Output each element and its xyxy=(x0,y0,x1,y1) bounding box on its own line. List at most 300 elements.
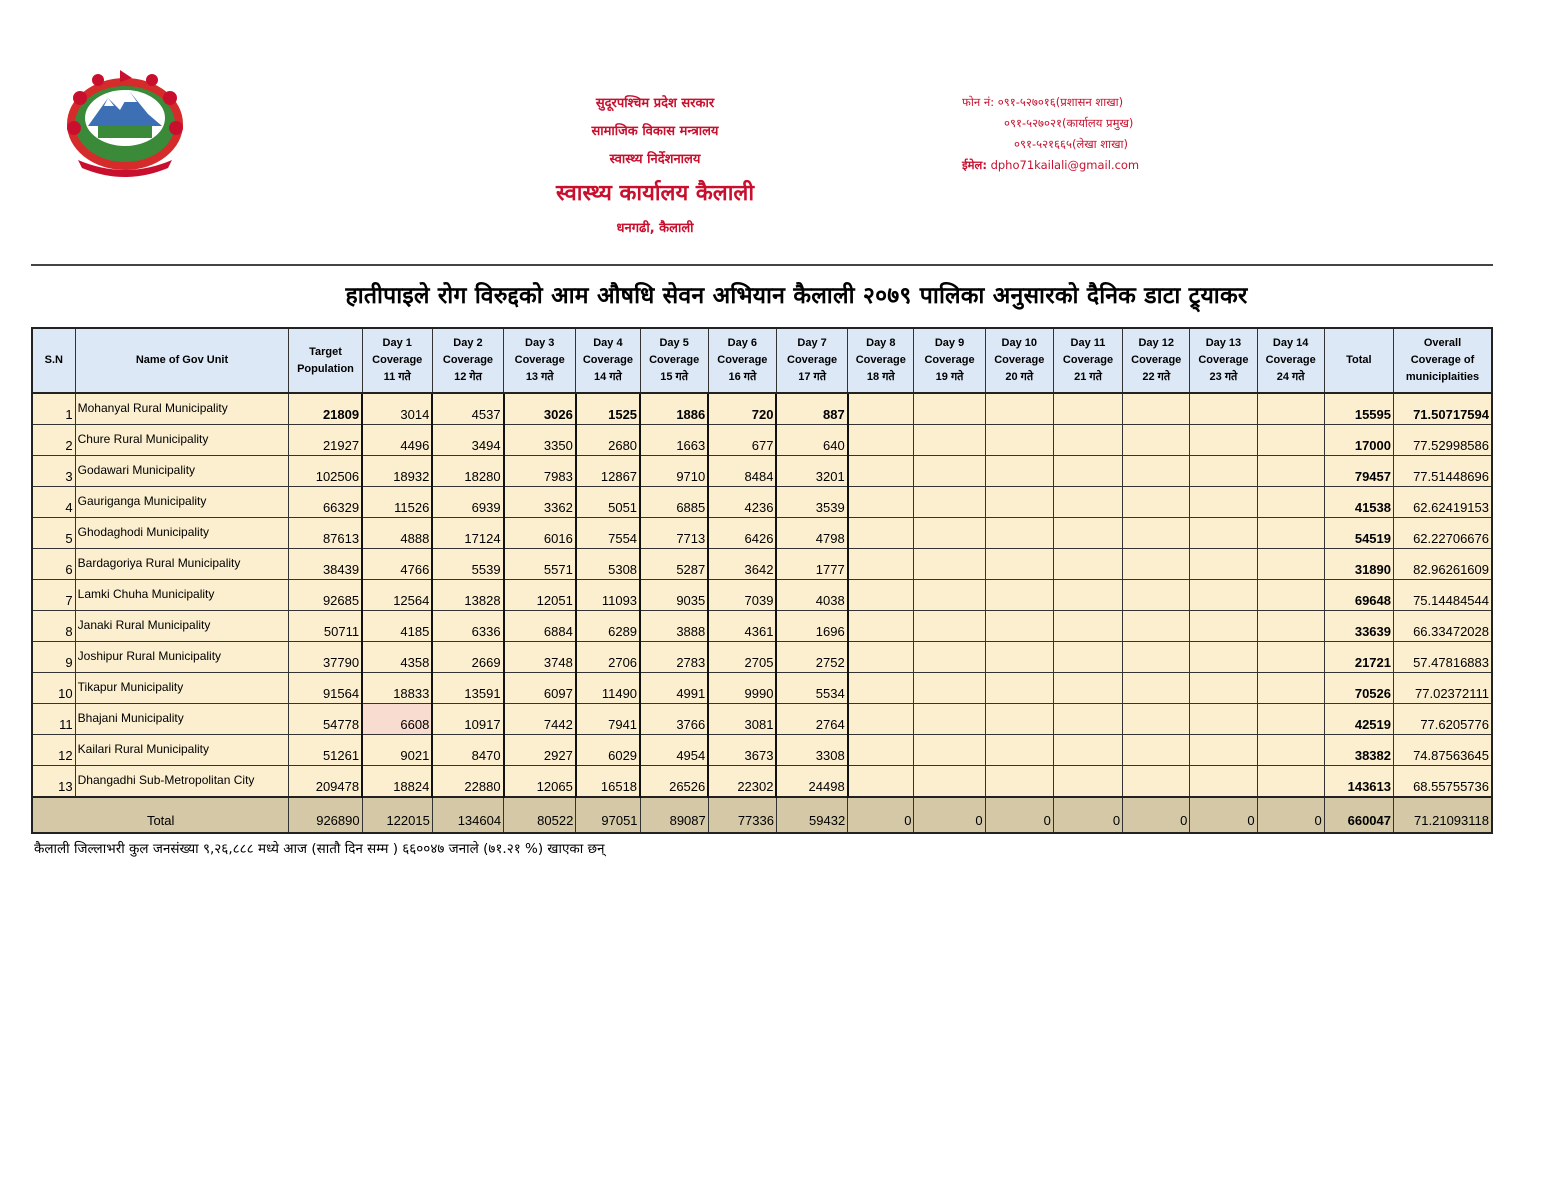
row-day-coverage xyxy=(848,704,914,735)
row-day-coverage: 4766 xyxy=(362,549,432,580)
row-day-coverage: 2927 xyxy=(504,735,576,766)
row-day-coverage xyxy=(914,425,985,456)
row-day-coverage: 677 xyxy=(708,425,776,456)
office-location: धनगढी, कैलाली xyxy=(616,221,694,236)
phone-line-2 xyxy=(962,113,1202,134)
row-day-coverage: 7713 xyxy=(640,518,708,549)
row-total: 21721 xyxy=(1324,642,1393,673)
date-label: 17 गते xyxy=(798,371,826,383)
row-day-coverage: 3014 xyxy=(362,393,432,425)
row-total: 143613 xyxy=(1324,766,1393,798)
row-day-coverage xyxy=(914,611,985,642)
totals-row xyxy=(32,797,1492,833)
row-overall-coverage: 82.96261609 xyxy=(1394,549,1493,580)
coverage-label: Coverage xyxy=(717,354,768,366)
row-day-coverage xyxy=(1053,425,1122,456)
email-address: dpho71kailali@gmail.com xyxy=(990,158,1140,172)
row-day-coverage xyxy=(985,393,1053,425)
phone-line-1 xyxy=(962,92,1202,113)
coverage-label: Coverage xyxy=(442,354,494,366)
row-day-coverage xyxy=(914,642,985,673)
row-unit-name: Mohanyal Rural Municipality xyxy=(75,393,289,425)
row-day-coverage xyxy=(1123,549,1190,580)
table-row xyxy=(32,673,1492,704)
row-day-coverage xyxy=(1123,766,1190,798)
row-day-coverage: 6939 xyxy=(432,487,503,518)
row-target-population: 38439 xyxy=(289,549,362,580)
row-overall-coverage: 71.50717594 xyxy=(1394,393,1493,425)
phone-label: फोन नं: xyxy=(962,95,995,109)
header-overall xyxy=(1394,328,1493,393)
day-label: Day 2 xyxy=(453,337,483,349)
row-day-coverage: 720 xyxy=(708,393,776,425)
row-day-coverage: 3494 xyxy=(432,425,503,456)
row-unit-name: Tikapur Municipality xyxy=(75,673,289,704)
row-day-coverage xyxy=(914,704,985,735)
ministry-line: सामाजिक विकास मन्त्रालय xyxy=(591,124,719,139)
row-target-population: 102506 xyxy=(289,456,362,487)
header-day xyxy=(848,328,914,393)
table-row xyxy=(32,549,1492,580)
date-label: 22 गते xyxy=(1142,371,1171,383)
row-day-coverage xyxy=(914,766,985,798)
table-row xyxy=(32,735,1492,766)
date-label: 16 गते xyxy=(728,371,757,383)
row-total: 70526 xyxy=(1324,673,1393,704)
row-sn: 7 xyxy=(32,580,75,611)
row-day-coverage xyxy=(1053,393,1122,425)
totals-day: 80522 xyxy=(504,797,576,833)
row-sn: 12 xyxy=(32,735,75,766)
date-label: 15 गते xyxy=(660,371,689,383)
email-label: ईमेल: xyxy=(962,158,987,172)
row-day-coverage: 6426 xyxy=(708,518,776,549)
row-day-coverage: 6884 xyxy=(504,611,576,642)
totals-total: 660047 xyxy=(1324,797,1393,833)
row-day-coverage: 3308 xyxy=(776,735,847,766)
row-day-coverage xyxy=(1190,766,1257,798)
coverage-label: Coverage xyxy=(787,354,838,366)
row-day-coverage: 6097 xyxy=(504,673,576,704)
row-day-coverage: 3888 xyxy=(640,611,708,642)
header-day xyxy=(576,328,640,393)
date-label: 24 गते xyxy=(1276,371,1305,383)
header-overall-line1: Overall xyxy=(1423,337,1462,349)
row-day-coverage xyxy=(985,611,1053,642)
row-day-coverage xyxy=(985,456,1053,487)
table-row xyxy=(32,393,1492,425)
row-overall-coverage: 62.62419153 xyxy=(1394,487,1493,518)
row-day-coverage xyxy=(1123,518,1190,549)
row-day-coverage: 6885 xyxy=(640,487,708,518)
totals-day: 0 xyxy=(914,797,985,833)
table-row xyxy=(32,766,1492,798)
totals-day: 0 xyxy=(1123,797,1190,833)
row-day-coverage: 4358 xyxy=(362,642,432,673)
summary-text: कैलाली जिल्लाभरी कुल जनसंख्या ९,२६,८८८ मध्ये आज (सातौ दिन सम्म ) ६६००४७ जनाले (७१.२१ %) खाएका छन् xyxy=(34,841,605,857)
row-day-coverage: 11526 xyxy=(362,487,432,518)
coverage-table xyxy=(31,327,1493,834)
day-label: Day 12 xyxy=(1138,337,1174,349)
row-unit-name: Lamki Chuha Municipality xyxy=(75,580,289,611)
row-day-coverage xyxy=(914,735,985,766)
header-day xyxy=(985,328,1053,393)
coverage-label: Coverage xyxy=(1198,354,1249,366)
row-day-coverage xyxy=(1257,580,1324,611)
row-unit-name: Janaki Rural Municipality xyxy=(75,611,289,642)
row-day-coverage: 3026 xyxy=(504,393,576,425)
totals-day: 59432 xyxy=(776,797,847,833)
row-day-coverage: 5534 xyxy=(776,673,847,704)
row-day-coverage xyxy=(1123,642,1190,673)
row-unit-name: Bhajani Municipality xyxy=(75,704,289,735)
row-day-coverage xyxy=(985,487,1053,518)
row-day-coverage: 4236 xyxy=(708,487,776,518)
row-unit-name: Joshipur Rural Municipality xyxy=(75,642,289,673)
totals-day: 97051 xyxy=(576,797,640,833)
row-day-coverage: 18824 xyxy=(362,766,432,798)
row-total: 15595 xyxy=(1324,393,1393,425)
totals-day: 0 xyxy=(1257,797,1324,833)
row-target-population: 51261 xyxy=(289,735,362,766)
row-target-population: 50711 xyxy=(289,611,362,642)
day-label: Day 8 xyxy=(866,337,896,349)
date-label: 12 गेत xyxy=(454,371,482,383)
row-day-coverage xyxy=(848,611,914,642)
row-day-coverage xyxy=(1053,766,1122,798)
row-day-coverage xyxy=(1190,735,1257,766)
row-day-coverage xyxy=(1053,611,1122,642)
row-day-coverage xyxy=(914,580,985,611)
row-day-coverage: 2752 xyxy=(776,642,847,673)
row-day-coverage xyxy=(914,487,985,518)
row-unit-name: Chure Rural Municipality xyxy=(75,425,289,456)
row-day-coverage xyxy=(1053,580,1122,611)
row-day-coverage xyxy=(1257,393,1324,425)
row-day-coverage: 22880 xyxy=(432,766,503,798)
row-total: 79457 xyxy=(1324,456,1393,487)
row-sn: 11 xyxy=(32,704,75,735)
row-day-coverage: 1663 xyxy=(640,425,708,456)
row-day-coverage: 26526 xyxy=(640,766,708,798)
table-row xyxy=(32,487,1492,518)
row-overall-coverage: 66.33472028 xyxy=(1394,611,1493,642)
row-day-coverage xyxy=(985,549,1053,580)
row-day-coverage xyxy=(985,518,1053,549)
row-day-coverage xyxy=(848,487,914,518)
row-day-coverage: 3673 xyxy=(708,735,776,766)
row-day-coverage xyxy=(1257,487,1324,518)
row-day-coverage: 1886 xyxy=(640,393,708,425)
day-label: Day 7 xyxy=(797,337,827,349)
office-name: स्वास्थ्य कार्यालय कैलाली xyxy=(555,181,755,206)
row-day-coverage xyxy=(1257,549,1324,580)
header-sn: S.N xyxy=(32,328,75,393)
row-day-coverage xyxy=(848,735,914,766)
row-day-coverage: 3642 xyxy=(708,549,776,580)
date-label: 21 गते xyxy=(1074,371,1102,383)
row-day-coverage: 3362 xyxy=(504,487,576,518)
header-target-line1: Target xyxy=(309,345,342,358)
row-day-coverage xyxy=(1257,518,1324,549)
row-day-coverage: 11093 xyxy=(576,580,640,611)
row-day-coverage xyxy=(1257,425,1324,456)
day-label: Day 14 xyxy=(1272,337,1309,349)
coverage-label: Coverage xyxy=(924,354,975,366)
row-day-coverage xyxy=(1190,393,1257,425)
header-target-line2: Population xyxy=(297,362,354,375)
phone-2: ०९१-५२७०२१(कार्यालय प्रमुख) xyxy=(1004,116,1134,130)
row-day-coverage xyxy=(985,642,1053,673)
row-day-coverage xyxy=(914,456,985,487)
row-day-coverage xyxy=(1190,673,1257,704)
coverage-label: Coverage xyxy=(514,354,565,366)
row-day-coverage xyxy=(914,673,985,704)
row-overall-coverage: 75.14484544 xyxy=(1394,580,1493,611)
row-day-coverage xyxy=(848,766,914,798)
table-row xyxy=(32,425,1492,456)
provincial-government-line: सुदूरपश्चिम प्रदेश सरकार xyxy=(595,96,715,111)
table-row xyxy=(32,580,1492,611)
day-label: Day 6 xyxy=(727,337,758,349)
row-day-coverage xyxy=(1123,704,1190,735)
row-target-population: 209478 xyxy=(289,766,362,798)
row-day-coverage xyxy=(1257,673,1324,704)
row-target-population: 37790 xyxy=(289,642,362,673)
row-day-coverage xyxy=(1190,611,1257,642)
row-total: 54519 xyxy=(1324,518,1393,549)
row-day-coverage: 887 xyxy=(776,393,847,425)
government-emblem-icon xyxy=(58,68,192,178)
row-day-coverage xyxy=(1190,487,1257,518)
table-row xyxy=(32,611,1492,642)
row-total: 33639 xyxy=(1324,611,1393,642)
row-day-coverage: 4361 xyxy=(708,611,776,642)
header-day xyxy=(1190,328,1257,393)
row-sn: 9 xyxy=(32,642,75,673)
totals-day: 0 xyxy=(1053,797,1122,833)
date-label: 20 गते xyxy=(1005,371,1034,383)
row-day-coverage: 8484 xyxy=(708,456,776,487)
row-target-population: 21809 xyxy=(289,393,362,425)
row-day-coverage xyxy=(1257,735,1324,766)
row-day-coverage: 1696 xyxy=(776,611,847,642)
row-day-coverage: 22302 xyxy=(708,766,776,798)
row-day-coverage: 2680 xyxy=(576,425,640,456)
row-day-coverage xyxy=(1123,580,1190,611)
row-day-coverage: 13828 xyxy=(432,580,503,611)
row-day-coverage: 2705 xyxy=(708,642,776,673)
row-sn: 4 xyxy=(32,487,75,518)
row-day-coverage xyxy=(1053,735,1122,766)
row-overall-coverage: 77.02372111 xyxy=(1394,673,1493,704)
row-total: 17000 xyxy=(1324,425,1393,456)
row-day-coverage: 12867 xyxy=(576,456,640,487)
row-day-coverage xyxy=(1123,425,1190,456)
row-day-coverage: 4991 xyxy=(640,673,708,704)
row-day-coverage: 12564 xyxy=(362,580,432,611)
row-day-coverage: 9021 xyxy=(362,735,432,766)
row-sn: 1 xyxy=(32,393,75,425)
row-sn: 13 xyxy=(32,766,75,798)
row-unit-name: Dhangadhi Sub-Metropolitan City xyxy=(75,766,289,798)
row-day-coverage: 7039 xyxy=(708,580,776,611)
contact-info xyxy=(962,92,1202,176)
row-unit-name: Ghodaghodi Municipality xyxy=(75,518,289,549)
row-day-coverage: 18833 xyxy=(362,673,432,704)
row-day-coverage: 9990 xyxy=(708,673,776,704)
row-day-coverage: 4496 xyxy=(362,425,432,456)
day-label: Day 3 xyxy=(525,337,555,349)
table-row xyxy=(32,518,1492,549)
date-label: 19 गते xyxy=(935,371,964,383)
header-day xyxy=(1123,328,1190,393)
date-label: 18 गते xyxy=(866,371,895,383)
phone-line-3 xyxy=(962,134,1202,155)
row-day-coverage xyxy=(1123,456,1190,487)
row-day-coverage xyxy=(1257,611,1324,642)
date-label: 13 गते xyxy=(525,371,554,383)
row-sn: 3 xyxy=(32,456,75,487)
row-day-coverage: 1777 xyxy=(776,549,847,580)
header-day xyxy=(1257,328,1324,393)
row-day-coverage xyxy=(1190,580,1257,611)
row-day-coverage xyxy=(1190,704,1257,735)
coverage-label: Coverage xyxy=(994,354,1045,366)
row-day-coverage xyxy=(985,580,1053,611)
row-total: 42519 xyxy=(1324,704,1393,735)
row-day-coverage xyxy=(1123,611,1190,642)
row-day-coverage: 5051 xyxy=(576,487,640,518)
row-day-coverage: 4185 xyxy=(362,611,432,642)
row-day-coverage: 12051 xyxy=(504,580,576,611)
row-day-coverage: 10917 xyxy=(432,704,503,735)
row-day-coverage xyxy=(848,642,914,673)
row-day-coverage: 1525 xyxy=(576,393,640,425)
row-day-coverage: 13591 xyxy=(432,673,503,704)
row-day-coverage xyxy=(1053,704,1122,735)
row-total: 41538 xyxy=(1324,487,1393,518)
row-overall-coverage: 68.55755736 xyxy=(1394,766,1493,798)
row-day-coverage: 11490 xyxy=(576,673,640,704)
row-day-coverage: 2706 xyxy=(576,642,640,673)
row-day-coverage: 640 xyxy=(776,425,847,456)
header-unit: Name of Gov Unit xyxy=(75,328,289,393)
row-day-coverage: 2764 xyxy=(776,704,847,735)
row-day-coverage xyxy=(1257,766,1324,798)
day-label: Day 11 xyxy=(1070,337,1106,349)
day-label: Day 13 xyxy=(1205,337,1242,349)
header-overall-line3: municiplaities xyxy=(1405,371,1480,383)
row-day-coverage xyxy=(1123,735,1190,766)
row-day-coverage: 17124 xyxy=(432,518,503,549)
row-unit-name: Bardagoriya Rural Municipality xyxy=(75,549,289,580)
row-day-coverage xyxy=(985,425,1053,456)
row-day-coverage: 4888 xyxy=(362,518,432,549)
row-day-coverage xyxy=(848,393,914,425)
row-day-coverage: 3201 xyxy=(776,456,847,487)
row-day-coverage: 6016 xyxy=(504,518,576,549)
row-total: 69648 xyxy=(1324,580,1393,611)
row-day-coverage xyxy=(914,393,985,425)
row-day-coverage xyxy=(848,456,914,487)
row-sn: 6 xyxy=(32,549,75,580)
coverage-label: Coverage xyxy=(649,354,700,366)
totals-day: 134604 xyxy=(432,797,503,833)
date-label: 11 गते xyxy=(383,371,411,383)
row-day-coverage: 8470 xyxy=(432,735,503,766)
totals-day: 122015 xyxy=(362,797,432,833)
row-day-coverage xyxy=(985,766,1053,798)
day-label: Day 5 xyxy=(659,337,689,349)
row-day-coverage: 3766 xyxy=(640,704,708,735)
row-target-population: 21927 xyxy=(289,425,362,456)
row-day-coverage xyxy=(1190,456,1257,487)
row-day-coverage xyxy=(848,518,914,549)
row-day-coverage xyxy=(1123,673,1190,704)
row-overall-coverage: 62.22706676 xyxy=(1394,518,1493,549)
row-day-coverage xyxy=(848,549,914,580)
row-day-coverage: 4537 xyxy=(432,393,503,425)
row-target-population: 66329 xyxy=(289,487,362,518)
row-day-coverage xyxy=(1053,642,1122,673)
row-day-coverage: 18932 xyxy=(362,456,432,487)
row-day-coverage: 7442 xyxy=(504,704,576,735)
header-day xyxy=(504,328,576,393)
row-day-coverage: 5308 xyxy=(576,549,640,580)
row-overall-coverage: 74.87563645 xyxy=(1394,735,1493,766)
row-day-coverage xyxy=(848,580,914,611)
row-day-coverage xyxy=(1190,518,1257,549)
day-label: Day 10 xyxy=(1001,337,1037,349)
table-row xyxy=(32,704,1492,735)
row-unit-name: Gauriganga Municipality xyxy=(75,487,289,518)
row-day-coverage xyxy=(1257,456,1324,487)
row-day-coverage: 6608 xyxy=(362,704,432,735)
row-day-coverage: 9035 xyxy=(640,580,708,611)
row-target-population: 92685 xyxy=(289,580,362,611)
row-overall-coverage: 77.52998586 xyxy=(1394,425,1493,456)
row-day-coverage: 5539 xyxy=(432,549,503,580)
row-day-coverage: 3081 xyxy=(708,704,776,735)
row-overall-coverage: 57.47816883 xyxy=(1394,642,1493,673)
header-target xyxy=(289,328,362,393)
day-label: Day 1 xyxy=(382,337,412,349)
row-day-coverage xyxy=(1123,393,1190,425)
row-day-coverage xyxy=(848,673,914,704)
header-day xyxy=(362,328,432,393)
directorate-line: स्वास्थ्य निर्देशनालय xyxy=(609,152,701,167)
row-day-coverage: 7941 xyxy=(576,704,640,735)
header-day xyxy=(708,328,776,393)
row-day-coverage: 2669 xyxy=(432,642,503,673)
row-day-coverage xyxy=(1257,704,1324,735)
totals-day: 0 xyxy=(985,797,1053,833)
row-day-coverage xyxy=(1053,549,1122,580)
header-day xyxy=(640,328,708,393)
header-day xyxy=(914,328,985,393)
row-overall-coverage: 77.6205776 xyxy=(1394,704,1493,735)
row-sn: 2 xyxy=(32,425,75,456)
row-unit-name: Kailari Rural Municipality xyxy=(75,735,289,766)
totals-day: 89087 xyxy=(640,797,708,833)
row-day-coverage xyxy=(1190,549,1257,580)
row-overall-coverage: 77.51448696 xyxy=(1394,456,1493,487)
row-target-population: 87613 xyxy=(289,518,362,549)
coverage-label: Coverage xyxy=(1131,354,1182,366)
row-day-coverage xyxy=(848,425,914,456)
row-target-population: 91564 xyxy=(289,673,362,704)
